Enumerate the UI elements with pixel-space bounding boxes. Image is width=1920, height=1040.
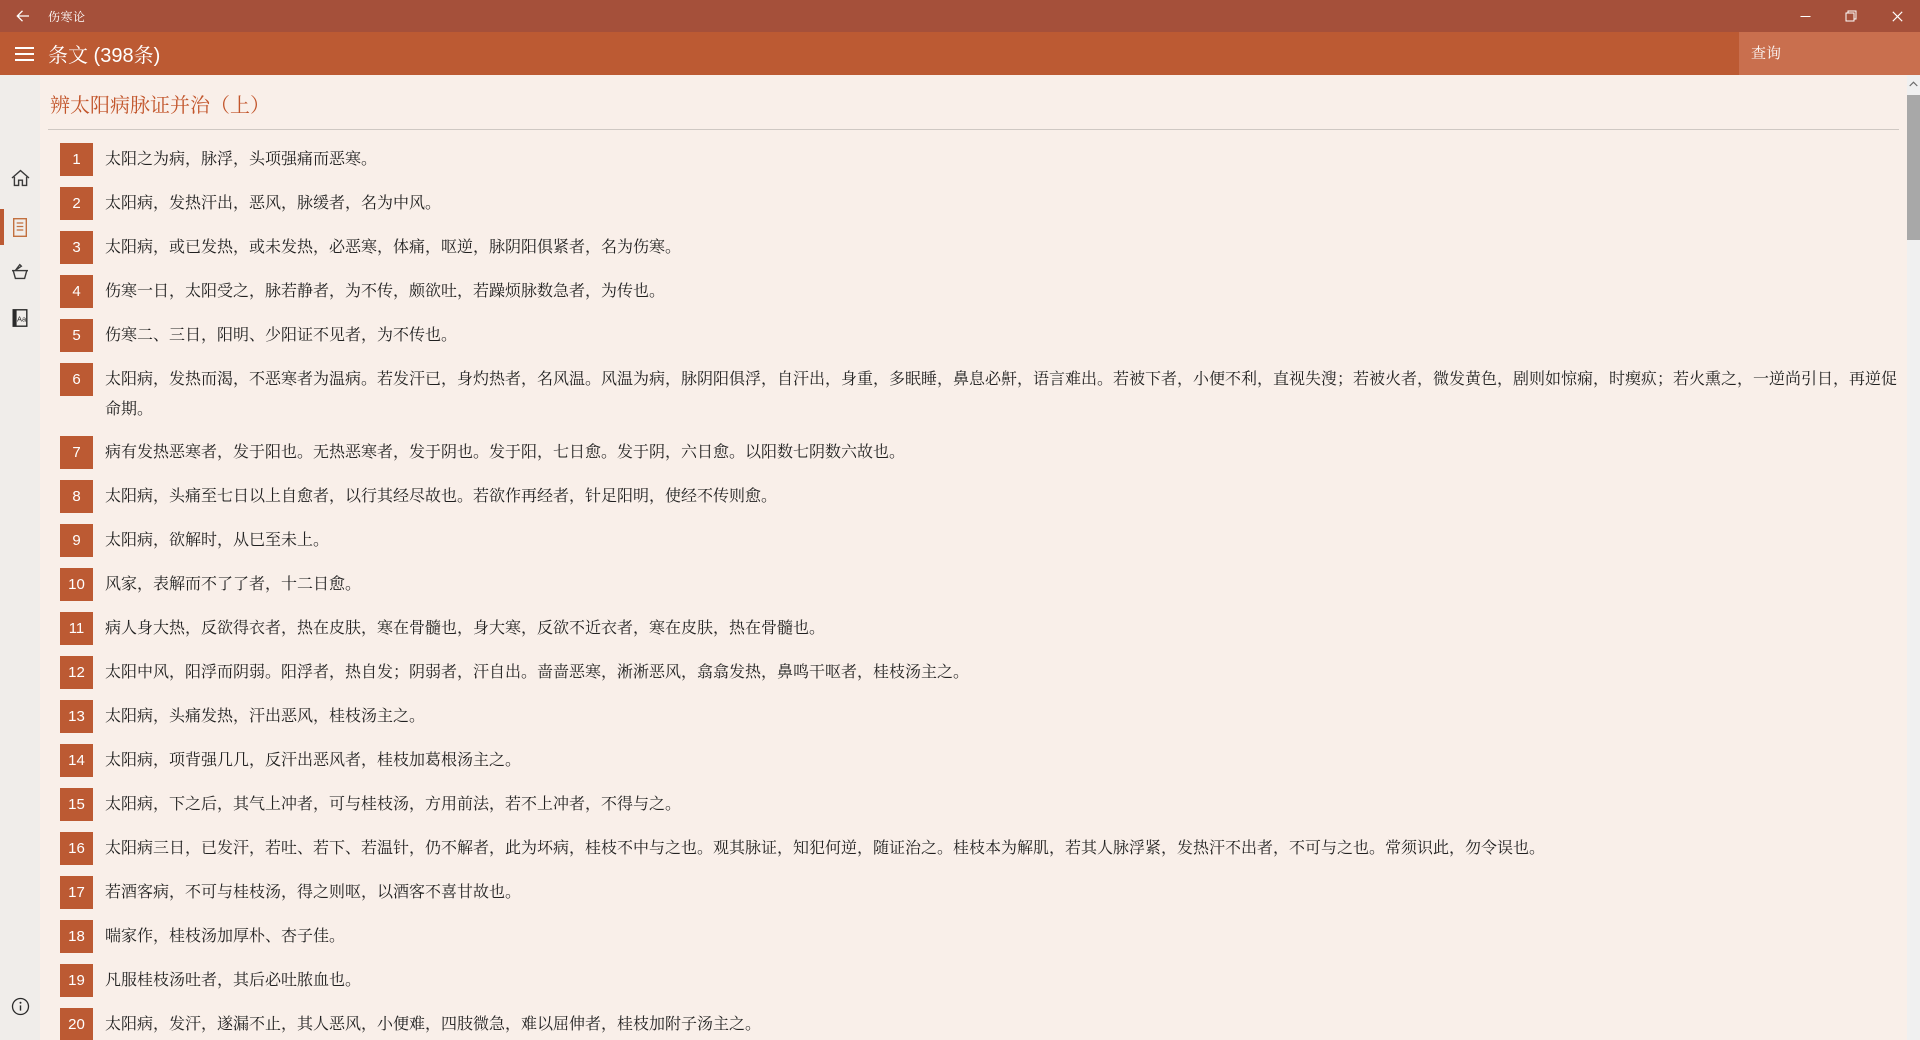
item-number-badge: 1 bbox=[60, 143, 93, 176]
scrollbar[interactable] bbox=[1907, 75, 1920, 1040]
item-number-badge: 11 bbox=[60, 612, 93, 645]
item-number-badge: 2 bbox=[60, 187, 93, 220]
sidebar-item-dictionary[interactable] bbox=[0, 300, 40, 336]
navigation-sidebar bbox=[0, 75, 40, 1040]
scrollbar-up-button[interactable] bbox=[1907, 77, 1920, 91]
selected-indicator bbox=[0, 209, 4, 245]
minimize-icon bbox=[1800, 11, 1811, 22]
item-number-badge: 13 bbox=[60, 700, 93, 733]
page-title: 条文 (398条) bbox=[48, 45, 161, 67]
mortar-icon bbox=[9, 262, 31, 282]
document-icon bbox=[11, 217, 29, 238]
list-item[interactable] bbox=[60, 480, 1899, 513]
item-text: 太阳病，发汗，遂漏不止，其人恶风，小便难，四肢微急，难以屈伸者，桂枝加附子汤主之。 bbox=[105, 1016, 762, 1033]
list-item[interactable] bbox=[60, 319, 1899, 352]
menu-button[interactable] bbox=[0, 32, 48, 75]
list-item[interactable] bbox=[60, 363, 1899, 425]
dictionary-icon bbox=[11, 308, 29, 328]
sidebar-item-articles[interactable] bbox=[0, 209, 40, 245]
item-text: 太阳之为病，脉浮，头项强痛而恶寒。 bbox=[105, 151, 378, 168]
section-title: 辨太阳病脉证并治（上） bbox=[50, 95, 270, 117]
item-text: 伤寒二、三日，阳明、少阳证不见者，为不传也。 bbox=[105, 327, 458, 344]
item-number-badge: 4 bbox=[60, 275, 93, 308]
app-title: 伤寒论 bbox=[48, 9, 86, 24]
item-number-badge: 15 bbox=[60, 788, 93, 821]
scrollbar-thumb[interactable] bbox=[1907, 95, 1920, 240]
item-number-badge: 17 bbox=[60, 876, 93, 909]
item-text: 太阳病，头痛至七日以上自愈者，以行其经尽故也。若欲作再经者，针足阳明，使经不传则愈。 bbox=[105, 488, 778, 505]
sidebar-item-about[interactable] bbox=[0, 988, 40, 1024]
list-item[interactable] bbox=[60, 832, 1899, 865]
list-item[interactable] bbox=[60, 612, 1899, 645]
article-list bbox=[48, 143, 1899, 1040]
item-text: 太阳病，发热而渴，不恶寒者为温病。若发汗已，身灼热者，名风温。风温为病，脉阴阳俱浮，自汗出，身重，多眠睡，鼻息必鼾，语言难出。若被下者，小便不利，直视失溲；若被火者，微发黄色，剧则如惊痫，时瘈疭；若火熏之，一逆尚引日，再逆促命期。 bbox=[105, 371, 1898, 418]
item-number-badge: 20 bbox=[60, 1008, 93, 1040]
list-item[interactable] bbox=[60, 524, 1899, 557]
back-button[interactable] bbox=[0, 0, 46, 32]
item-number-badge: 7 bbox=[60, 436, 93, 469]
list-item[interactable] bbox=[60, 143, 1899, 176]
item-number-badge: 12 bbox=[60, 656, 93, 689]
item-number-badge: 19 bbox=[60, 964, 93, 997]
next-item-badge-peek bbox=[60, 1035, 93, 1040]
list-item[interactable] bbox=[60, 788, 1899, 821]
list-item[interactable] bbox=[60, 275, 1899, 308]
item-number-badge: 8 bbox=[60, 480, 93, 513]
close-button[interactable] bbox=[1874, 0, 1920, 32]
item-text: 太阳中风，阳浮而阴弱。阳浮者，热自发；阴弱者，汗自出。啬啬恶寒，淅淅恶风，翕翕发热，鼻鸣干呕者，桂枝汤主之。 bbox=[105, 664, 970, 681]
list-item[interactable] bbox=[60, 656, 1899, 689]
minimize-button[interactable] bbox=[1782, 0, 1828, 32]
window-controls bbox=[1782, 0, 1920, 32]
item-text: 风家，表解而不了了者，十二日愈。 bbox=[105, 576, 362, 593]
item-text: 病人身大热，反欲得衣者，热在皮肤，寒在骨髓也，身大寒，反欲不近衣者，寒在皮肤，热在骨髓也。 bbox=[105, 620, 826, 637]
list-item[interactable] bbox=[60, 231, 1899, 264]
list-item[interactable] bbox=[60, 964, 1899, 997]
hamburger-icon bbox=[15, 47, 34, 49]
info-icon bbox=[11, 997, 30, 1016]
back-arrow-icon bbox=[15, 8, 31, 24]
item-text: 太阳病三日，已发汗，若吐、若下、若温针，仍不解者，此为坏病，桂枝不中与之也。观其脉证，知犯何逆，随证治之。桂枝本为解肌，若其人脉浮紧，发热汗不出者，不可与之也。常须识此，勿令误也。 bbox=[105, 840, 1546, 857]
item-number-badge: 9 bbox=[60, 524, 93, 557]
item-text: 太阳病，发热汗出，恶风，脉缓者，名为中风。 bbox=[105, 195, 442, 212]
item-text: 病有发热恶寒者，发于阳也。无热恶寒者，发于阴也。发于阳，七日愈。发于阴，六日愈。以阳数七阴数六故也。 bbox=[105, 444, 906, 461]
list-item[interactable] bbox=[60, 568, 1899, 601]
item-number-badge: 16 bbox=[60, 832, 93, 865]
titlebar bbox=[0, 0, 1920, 32]
item-number-badge: 6 bbox=[60, 363, 93, 396]
svg-text:Aa: Aa bbox=[17, 314, 27, 324]
close-icon bbox=[1892, 11, 1903, 22]
item-number-badge: 3 bbox=[60, 231, 93, 264]
list-item[interactable] bbox=[60, 187, 1899, 220]
item-text: 太阳病，项背强几几，反汗出恶风者，桂枝加葛根汤主之。 bbox=[105, 752, 522, 769]
list-item[interactable] bbox=[60, 876, 1899, 909]
item-number-badge: 5 bbox=[60, 319, 93, 352]
item-number-badge: 14 bbox=[60, 744, 93, 777]
item-number-badge: 18 bbox=[60, 920, 93, 953]
item-text: 凡服桂枝汤吐者，其后必吐脓血也。 bbox=[105, 972, 362, 989]
item-text: 太阳病，欲解时，从巳至未上。 bbox=[105, 532, 330, 549]
item-text: 太阳病，头痛发热，汗出恶风，桂枝汤主之。 bbox=[105, 708, 426, 725]
sidebar-item-home[interactable] bbox=[0, 160, 40, 196]
item-text: 喘家作，桂枝汤加厚朴、杏子佳。 bbox=[105, 928, 346, 945]
item-text: 若酒客病，不可与桂枝汤，得之则呕，以酒客不喜甘故也。 bbox=[105, 884, 522, 901]
item-text: 太阳病，下之后，其气上冲者，可与桂枝汤，方用前法，若不上冲者，不得与之。 bbox=[105, 796, 682, 813]
list-item[interactable] bbox=[60, 700, 1899, 733]
item-text: 伤寒一日，太阳受之，脉若静者，为不传，颇欲吐，若躁烦脉数急者，为传也。 bbox=[105, 283, 666, 300]
search-box[interactable] bbox=[1739, 32, 1920, 75]
list-item[interactable] bbox=[60, 920, 1899, 953]
restore-icon bbox=[1845, 10, 1857, 22]
list-item[interactable] bbox=[60, 1008, 1899, 1040]
item-text: 太阳病，或已发热，或未发热，必恶寒，体痛，呕逆，脉阴阳俱紧者，名为伤寒。 bbox=[105, 239, 682, 256]
command-bar bbox=[0, 32, 1920, 75]
sidebar-item-formulas[interactable] bbox=[0, 254, 40, 290]
home-icon bbox=[10, 168, 31, 188]
list-item[interactable] bbox=[60, 436, 1899, 469]
search-input[interactable] bbox=[1751, 45, 1920, 62]
divider bbox=[48, 129, 1899, 130]
restore-button[interactable] bbox=[1828, 0, 1874, 32]
list-item[interactable] bbox=[60, 744, 1899, 777]
item-number-badge: 10 bbox=[60, 568, 93, 601]
article-panel bbox=[40, 75, 1907, 1040]
